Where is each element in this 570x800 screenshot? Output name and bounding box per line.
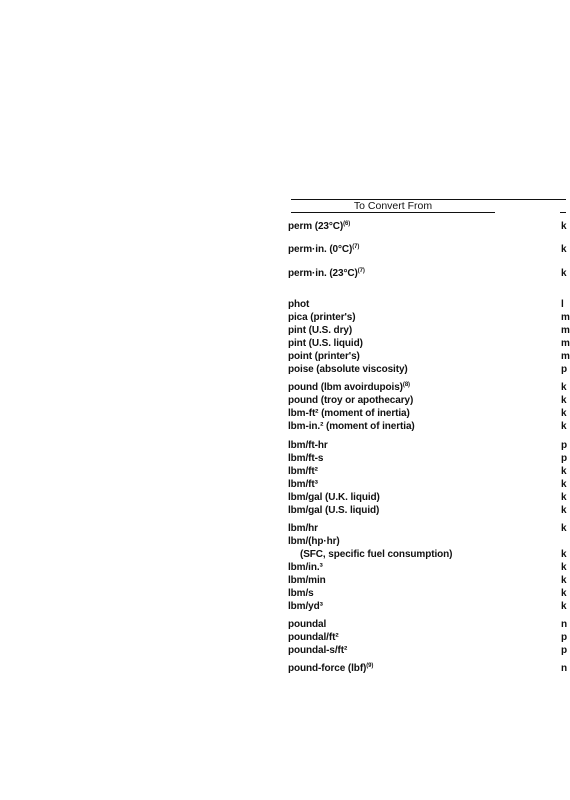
convert-from-text: lbm/gal (U.K. liquid) xyxy=(288,492,380,503)
convert-to-cell: m xyxy=(561,325,570,336)
table-row xyxy=(288,298,566,311)
convert-from-text: poundal xyxy=(288,619,327,630)
convert-from-cell xyxy=(288,662,373,675)
table-row xyxy=(288,574,566,587)
convert-to-cell: m xyxy=(561,338,570,349)
convert-from-cell xyxy=(288,491,380,504)
convert-to-cell: k xyxy=(561,549,567,560)
convert-from-text: perm·in. (0°C) xyxy=(288,244,353,255)
convert-to-cell: p xyxy=(561,453,568,464)
convert-from-cell xyxy=(288,311,355,324)
convert-from-cell xyxy=(288,337,363,350)
convert-to-cell: k xyxy=(561,601,567,612)
convert-from-text: lbm-in.² (moment of inertia) xyxy=(288,421,415,432)
footnote-marker: (8) xyxy=(402,382,410,388)
table-row xyxy=(288,350,570,363)
convert-from-text: lbm/(hp·hr) xyxy=(288,536,340,547)
convert-from-cell xyxy=(288,504,379,517)
convert-from-cell xyxy=(288,631,339,644)
convert-to-cell: k xyxy=(561,588,567,599)
table-row xyxy=(288,504,566,517)
convert-from-text: lbm/in.³ xyxy=(288,562,323,573)
convert-from-text: pint (U.S. liquid) xyxy=(288,338,363,349)
convert-from-text: point (printer's) xyxy=(288,351,360,362)
convert-from-cell xyxy=(288,548,452,561)
convert-to-cell: p xyxy=(561,440,568,451)
convert-from-cell xyxy=(288,420,415,433)
header-underline xyxy=(291,212,495,213)
convert-to-cell: k xyxy=(561,408,567,419)
convert-to-cell: n xyxy=(561,663,568,674)
convert-from-text: phot xyxy=(288,299,310,310)
convert-from-cell xyxy=(288,298,309,311)
table-row xyxy=(288,491,566,504)
convert-from-text: poundal/ft² xyxy=(288,632,339,643)
convert-from-cell xyxy=(288,587,314,600)
footnote-marker: (6) xyxy=(343,221,351,227)
convert-from-text: poise (absolute viscosity) xyxy=(288,364,408,375)
table-row xyxy=(288,243,566,256)
convert-from-text: pound (lbm avoirdupois) xyxy=(288,382,403,393)
convert-to-cell: p xyxy=(561,645,568,656)
convert-from-text: lbm/min xyxy=(288,575,326,586)
convert-to-cell: k xyxy=(561,505,567,516)
convert-to-cell: k xyxy=(561,268,567,279)
convert-from-text: lbm/hr xyxy=(288,523,318,534)
convert-from-cell xyxy=(288,478,318,491)
convert-from-text: perm·in. (23°C) xyxy=(288,268,358,279)
table-row xyxy=(288,644,566,657)
convert-to-cell: k xyxy=(561,382,567,393)
table-row xyxy=(288,561,566,574)
header-underline-right xyxy=(560,212,566,213)
convert-from-cell xyxy=(288,452,323,465)
table-row xyxy=(288,267,566,280)
convert-from-text: pint (U.S. dry) xyxy=(288,325,353,336)
convert-from-text: poundal-s/ft² xyxy=(288,645,348,656)
table-row xyxy=(288,618,566,631)
convert-from-cell xyxy=(288,522,318,535)
footnote-marker: (9) xyxy=(366,663,374,669)
convert-to-cell: m xyxy=(561,351,570,362)
convert-from-cell xyxy=(288,381,410,394)
table-row xyxy=(288,600,566,613)
table-row xyxy=(288,439,566,452)
convert-to-cell: k xyxy=(561,492,567,503)
table-row xyxy=(288,420,566,433)
convert-from-text: lbm/s xyxy=(288,588,314,599)
table-row xyxy=(288,535,566,548)
convert-from-text: pound (troy or apothecary) xyxy=(288,395,414,406)
table-row xyxy=(288,394,566,407)
table-row xyxy=(288,587,566,600)
convert-from-cell xyxy=(288,644,347,657)
table-row xyxy=(288,337,570,350)
convert-from-text: (SFC, specific fuel consumption) xyxy=(300,549,453,560)
convert-to-cell: m xyxy=(561,312,570,323)
table-row xyxy=(288,381,566,394)
table-row xyxy=(288,548,566,561)
convert-to-cell: k xyxy=(561,421,567,432)
convert-from-cell xyxy=(288,535,340,548)
convert-from-text: pica (printer's) xyxy=(288,312,356,323)
convert-from-cell xyxy=(288,243,359,256)
convert-to-cell: k xyxy=(561,221,567,232)
convert-from-text: lbm/ft-hr xyxy=(288,440,328,451)
convert-to-cell: p xyxy=(561,364,568,375)
table-row xyxy=(288,220,566,233)
convert-to-cell: k xyxy=(561,523,567,534)
convert-to-cell: n xyxy=(561,619,568,630)
convert-to-cell: k xyxy=(561,562,567,573)
footnote-marker: (7) xyxy=(357,268,365,274)
convert-from-cell xyxy=(288,324,352,337)
convert-from-cell xyxy=(288,439,328,452)
convert-from-cell xyxy=(288,267,365,280)
convert-to-cell: k xyxy=(561,575,567,586)
convert-from-text: lbm/ft³ xyxy=(288,479,318,490)
convert-from-cell xyxy=(288,574,326,587)
convert-from-text: perm (23°C) xyxy=(288,221,344,232)
table-row xyxy=(288,662,566,675)
convert-from-text: lbm/ft² xyxy=(288,466,318,477)
convert-from-cell xyxy=(288,561,323,574)
convert-from-text: lbm/gal (U.S. liquid) xyxy=(288,505,380,516)
convert-to-cell: k xyxy=(561,479,567,490)
table-row xyxy=(288,631,566,644)
convert-from-text: lbm-ft² (moment of inertia) xyxy=(288,408,410,419)
convert-from-cell xyxy=(288,350,360,363)
table-row xyxy=(288,407,566,420)
convert-from-cell xyxy=(288,600,323,613)
convert-from-cell xyxy=(288,394,413,407)
convert-from-cell xyxy=(288,618,326,631)
convert-to-cell: p xyxy=(561,632,568,643)
footnote-marker: (7) xyxy=(352,244,360,250)
convert-from-cell xyxy=(288,363,408,376)
table-row xyxy=(288,465,566,478)
convert-from-cell xyxy=(288,220,350,233)
table-row xyxy=(288,522,566,535)
convert-to-cell: l xyxy=(561,299,564,310)
table-row xyxy=(288,324,570,337)
convert-to-cell: k xyxy=(561,466,567,477)
table-row xyxy=(288,478,566,491)
table-row xyxy=(288,452,566,465)
convert-from-cell xyxy=(288,407,410,420)
convert-from-text: pound-force (lbf) xyxy=(288,663,367,674)
convert-from-text: lbm/ft-s xyxy=(288,453,324,464)
table-row xyxy=(288,363,566,376)
convert-to-cell: k xyxy=(561,244,567,255)
convert-to-cell: k xyxy=(561,395,567,406)
convert-from-text: lbm/yd³ xyxy=(288,601,323,612)
column-header-convert-from: To Convert From xyxy=(353,200,433,212)
convert-from-cell xyxy=(288,465,318,478)
table-row xyxy=(288,311,570,324)
